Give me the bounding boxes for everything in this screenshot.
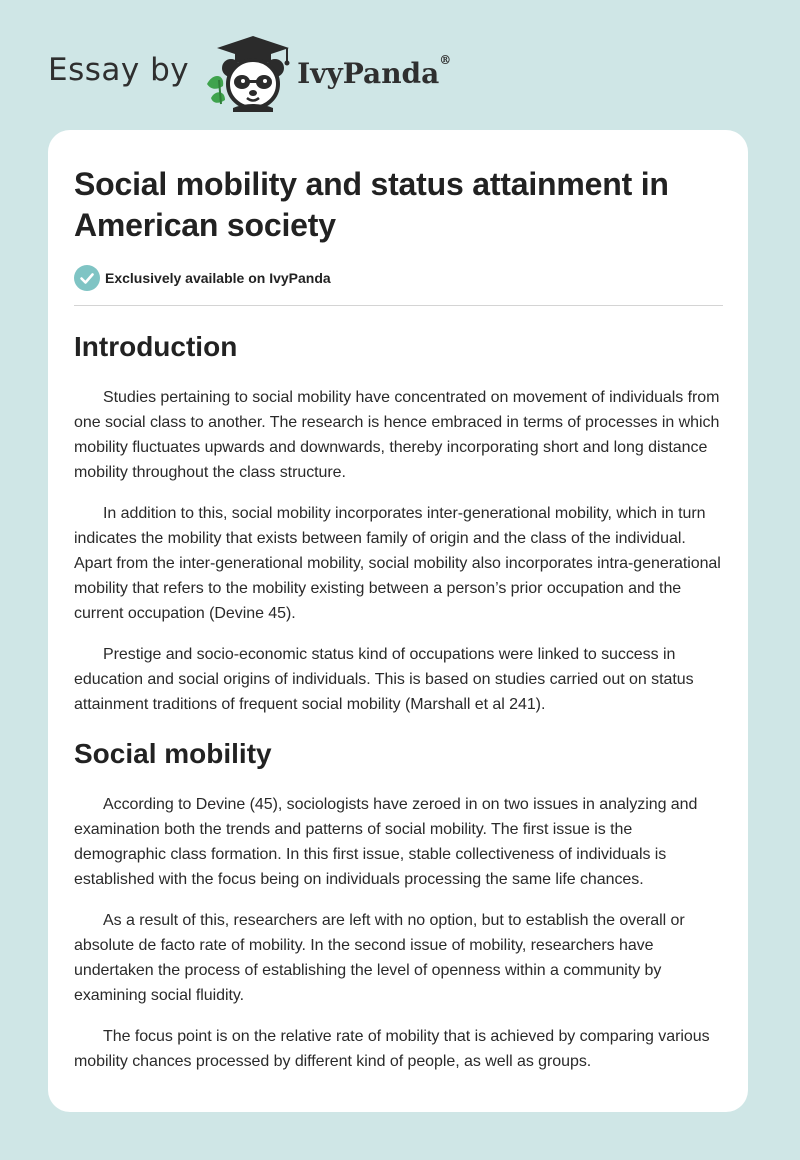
panda-graduate-logo-icon[interactable] bbox=[203, 32, 295, 112]
exclusive-badge-text: Exclusively available on IvyPanda bbox=[105, 270, 331, 286]
essay-by-label: Essay by bbox=[48, 52, 190, 88]
section-social-mobility bbox=[74, 737, 722, 1074]
essay-title: Social mobility and status attainment in American society bbox=[74, 166, 669, 243]
section-body bbox=[74, 385, 722, 717]
site-header bbox=[48, 32, 451, 112]
paragraph: In addition to this, social mobility incorporates inter-generational mobility, which in turn indicates the mobility that exists between family of origin and the class of the individual. Apart from the inter-generational mobility, social mobility also incorporates intra-generational mobility that refers to the mobility existing between a person’s prior occupation and the current occupation (Devine 45). bbox=[74, 505, 721, 622]
exclusive-badge bbox=[74, 265, 722, 291]
section-introduction bbox=[74, 330, 722, 717]
paragraph: According to Devine (45), sociologists have zeroed in on two issues in analyzing and examination both the trends and patterns of social mobility. The first issue is the demographic class formation. In this first issue, stable collectiveness of individuals is established with the focus being on individuals processing the same life chances. bbox=[74, 796, 698, 888]
essay-card bbox=[48, 130, 748, 1112]
paragraph: As a result of this, researchers are left with no option, but to establish the overall or absolute de facto rate of mobility. In the second issue of mobility, researchers have undertaken the process of establishing the level of openness within a community by examining social fluidity. bbox=[74, 912, 685, 1004]
check-circle-icon bbox=[74, 265, 100, 291]
title-divider bbox=[74, 305, 723, 306]
brand-name[interactable]: IvyPanda® bbox=[297, 52, 452, 90]
section-heading: Social mobility bbox=[74, 738, 272, 769]
section-heading: Introduction bbox=[74, 331, 238, 362]
paragraph: Studies pertaining to social mobility have concentrated on movement of individuals from one social class to another. The research is hence embraced in terms of processes in which mobility fluctuates upwards and downwards, thereby incorporating short and long distance mobility throughout the class structure. bbox=[74, 389, 720, 481]
registered-mark: ® bbox=[439, 52, 452, 67]
section-body bbox=[74, 792, 722, 1074]
paragraph: Prestige and socio-economic status kind of occupations were linked to success in education and social origins of individuals. This is based on studies carried out on status attainment traditions of frequent social mobility (Marshall et al 241). bbox=[74, 646, 694, 713]
paragraph: The focus point is on the relative rate of mobility that is achieved by comparing various mobility chances processed by different kind of people, as well as groups. bbox=[74, 1028, 710, 1070]
